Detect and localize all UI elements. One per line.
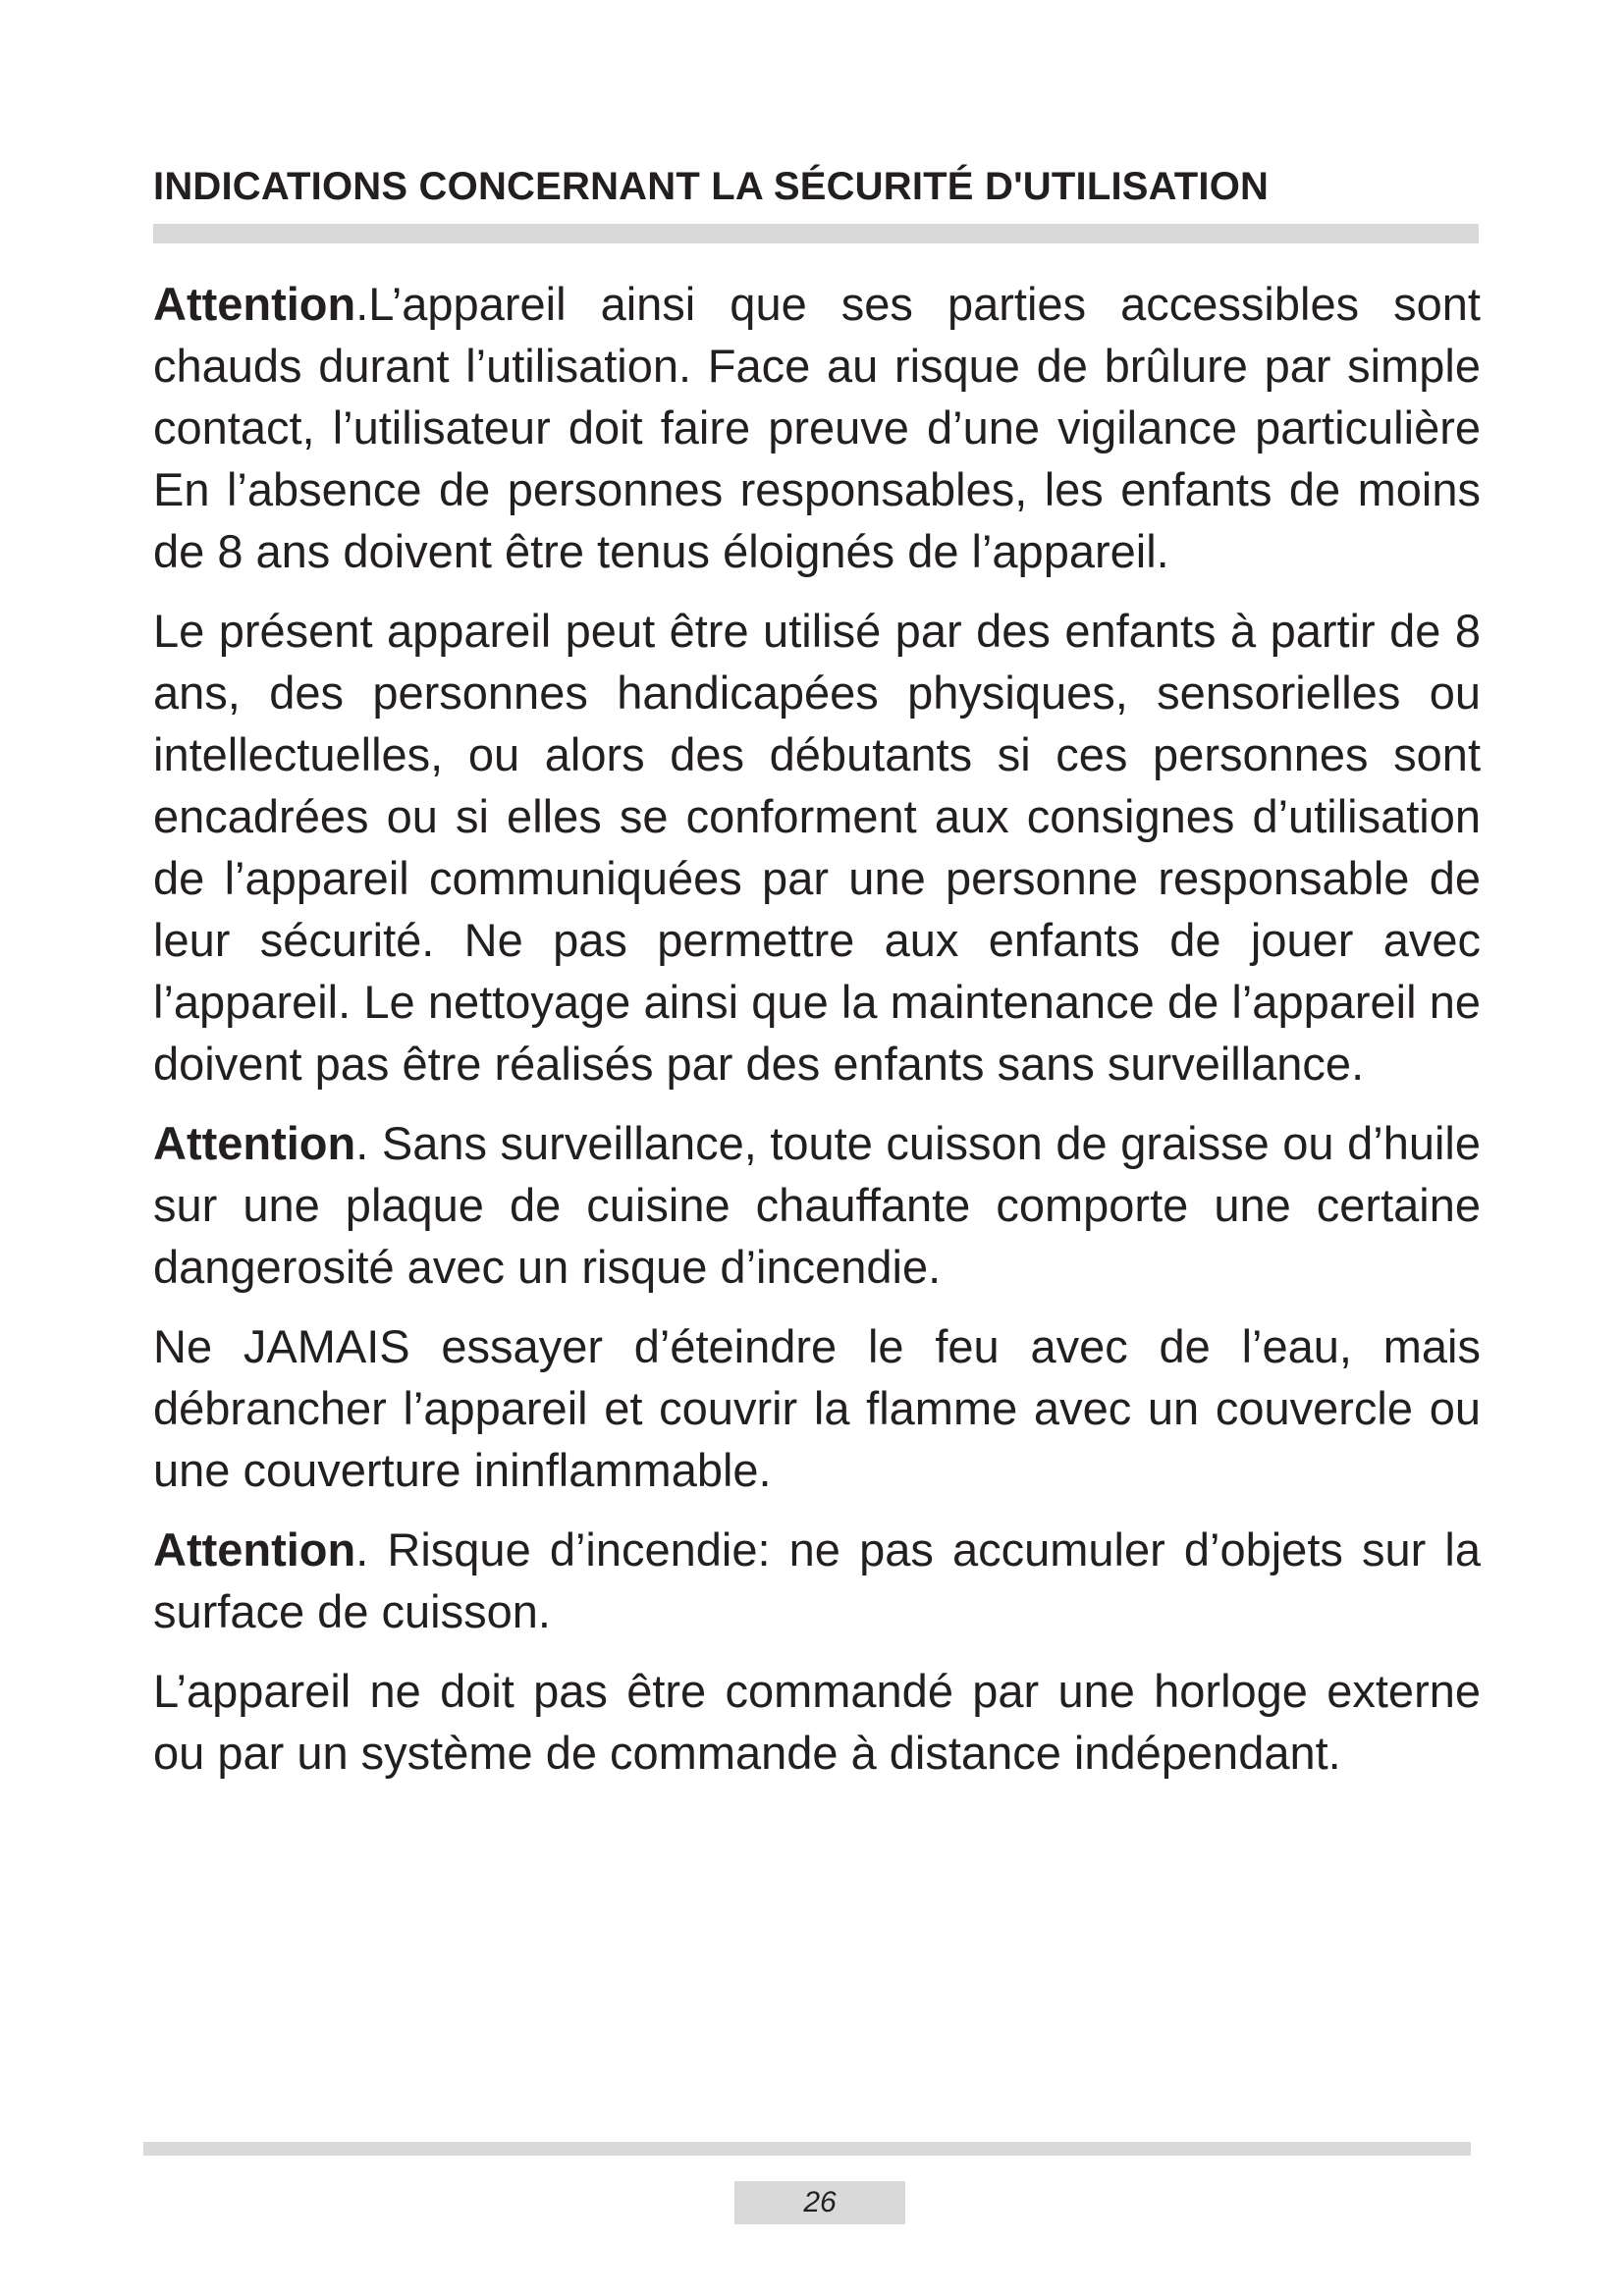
- paragraph-external-timer: [153, 1660, 1481, 1784]
- attention-label: Attention: [153, 278, 356, 330]
- paragraph-attention-hot-surfaces: [153, 273, 1481, 582]
- attention-label: Attention: [153, 1523, 356, 1575]
- paragraph-attention-oil-fire: [153, 1112, 1481, 1298]
- page-body: [153, 273, 1481, 1801]
- title-divider: [153, 224, 1479, 243]
- footer-divider: [143, 2142, 1471, 2156]
- paragraph-attention-fire-risk: [153, 1519, 1481, 1642]
- page-number: 26: [734, 2181, 905, 2224]
- paragraph-text: .L’appareil ainsi que ses parties accessibles sont chauds durant l’utilisation. Face au risque de brûlure par simple contact, l’utilisateur doit faire preuve d’une vigilance particulière En l’absence de personnes responsables, les enfants de moins de 8 ans doivent être tenus éloignés de l’appareil.: [153, 278, 1481, 577]
- attention-label: Attention: [153, 1117, 356, 1169]
- section-title: INDICATIONS CONCERNANT LA SÉCURITÉ D'UTILISATION: [153, 165, 1270, 208]
- paragraph-text: . Sans surveillance, toute cuisson de graisse ou d’huile sur une plaque de cuisine chauffante comporte une certaine dangerosité avec un risque d’incendie.: [153, 1117, 1481, 1293]
- paragraph-text: . Risque d’incendie: ne pas accumuler d’objets sur la surface de cuisson.: [153, 1523, 1481, 1637]
- paragraph-text: Le présent appareil peut être utilisé par des enfants à partir de 8 ans, des personnes handicapées physiques, sensorielles ou intellectuelles, ou alors des débutants si ces personnes sont encadrées ou si elles se conforment aux consignes d’utilisation de l’appareil communiquées par une personne responsable de leur sécurité. Ne pas permettre aux enfants de jouer avec l’appareil. Le nettoyage ainsi que la maintenance de l’appareil ne doivent pas être réalisés par des enfants sans surveillance.: [153, 605, 1481, 1090]
- paragraph-never-water: [153, 1315, 1481, 1501]
- paragraph-children-usage: [153, 600, 1481, 1095]
- paragraph-text: Ne JAMAIS essayer d’éteindre le feu avec de l’eau, mais débrancher l’appareil et couvrir la flamme avec un couvercle ou une couverture ininflammable.: [153, 1320, 1481, 1496]
- paragraph-text: L’appareil ne doit pas être commandé par une horloge externe ou par un système de commande à distance indépendant.: [153, 1665, 1481, 1779]
